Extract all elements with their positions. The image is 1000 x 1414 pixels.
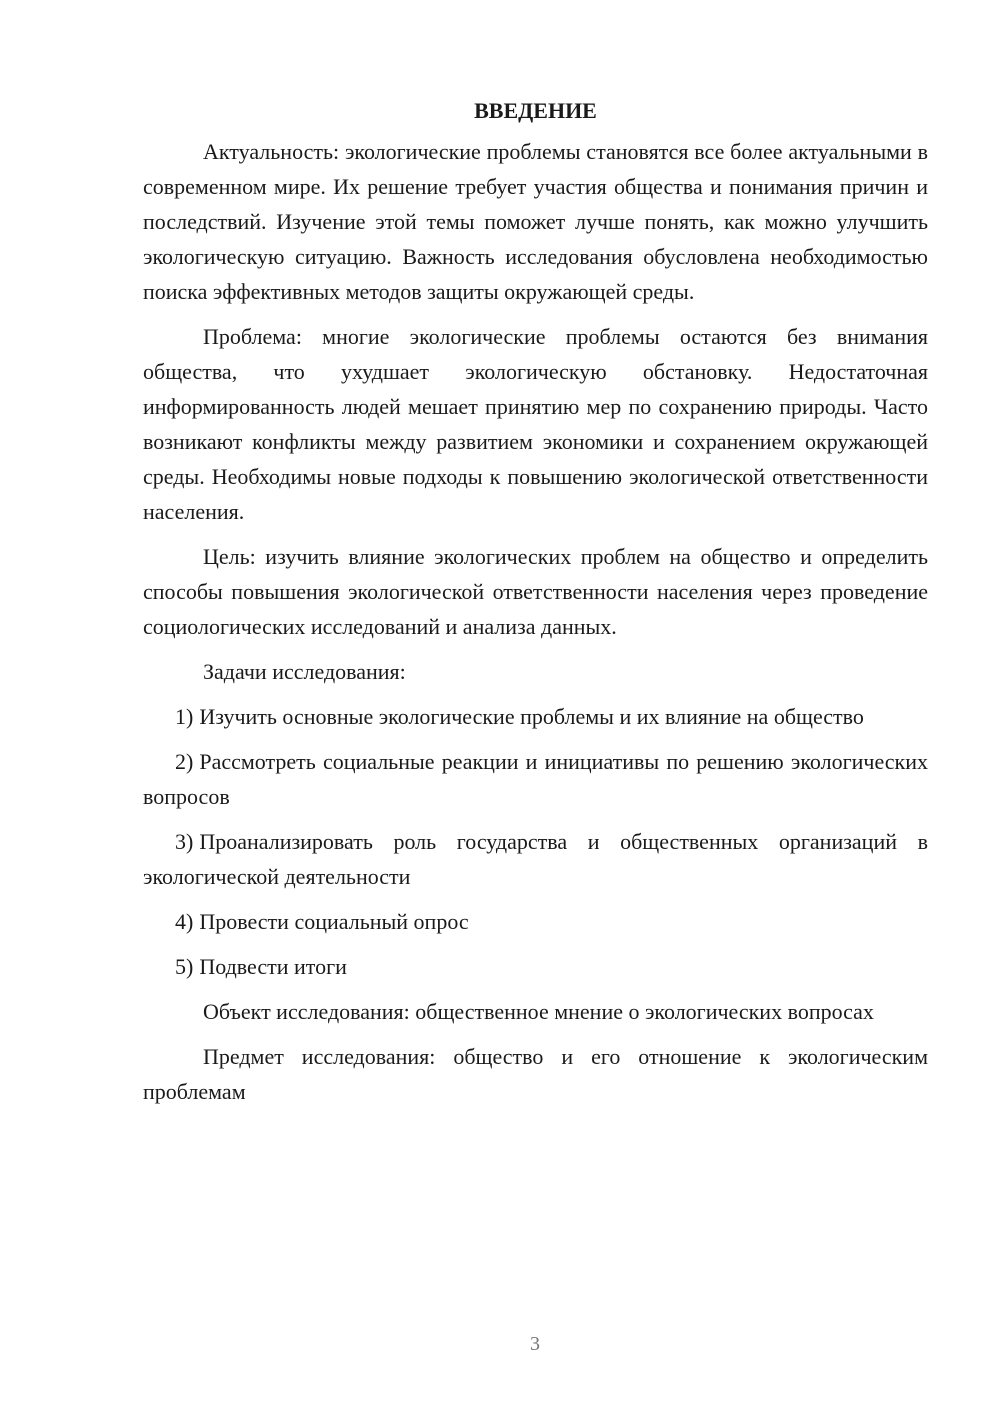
- list-item-number: 3): [175, 829, 194, 854]
- list-item: [143, 949, 928, 984]
- paragraph-relevance: Актуальность: экологические проблемы становятся все более актуальными в современном мире. Их решение требует участия общества и понимания причин и последствий. Изучение этой темы поможет лучше понять, как можно улучшить экологическую ситуацию. Важность исследования обусловлена необходимостью поиска эффективных методов защиты окружающей среды.: [143, 139, 928, 304]
- list-item-text: Провести социальный опрос: [199, 909, 469, 934]
- list-item-number: 4): [175, 909, 194, 934]
- tasks-heading: Задачи исследования:: [203, 659, 406, 684]
- list-item-text: Изучить основные экологические проблемы и их влияние на общество: [199, 704, 864, 729]
- tasks-list: [143, 699, 928, 984]
- list-item: [143, 824, 928, 894]
- list-item-text: Подвести итоги: [199, 954, 347, 979]
- list-item-number: 2): [175, 749, 194, 774]
- list-item-text: Проанализировать роль государства и общественных организаций в экологической деятельности: [143, 829, 928, 889]
- list-item: [143, 699, 928, 734]
- section-title: ВВЕДЕНИЕ: [474, 98, 597, 123]
- paragraph-goal: Цель: изучить влияние экологических проблем на общество и определить способы повышения экологической ответственности населения через проведение социологических исследований и анализа данных.: [143, 544, 928, 639]
- list-item-number: 5): [175, 954, 194, 979]
- list-item: [143, 744, 928, 814]
- list-item-text: Рассмотреть социальные реакции и инициативы по решению экологических вопросов: [143, 749, 928, 809]
- paragraph-problem: Проблема: многие экологические проблемы остаются без внимания общества, что ухудшает экологическую обстановку. Недостаточная информированность людей мешает принятию мер по сохранению природы. Часто возникают конфликты между развитием экономики и сохранением окружающей среды. Необходимы новые подходы к повышению экологической ответственности населения.: [143, 324, 928, 524]
- list-item: [143, 904, 928, 939]
- document-body: [143, 96, 928, 1119]
- paragraph-subject: Предмет исследования: общество и его отношение к экологическим проблемам: [143, 1044, 928, 1104]
- list-item-number: 1): [175, 704, 194, 729]
- paragraph-object: Объект исследования: общественное мнение о экологических вопросах: [203, 999, 874, 1024]
- page-number: 3: [530, 1333, 540, 1355]
